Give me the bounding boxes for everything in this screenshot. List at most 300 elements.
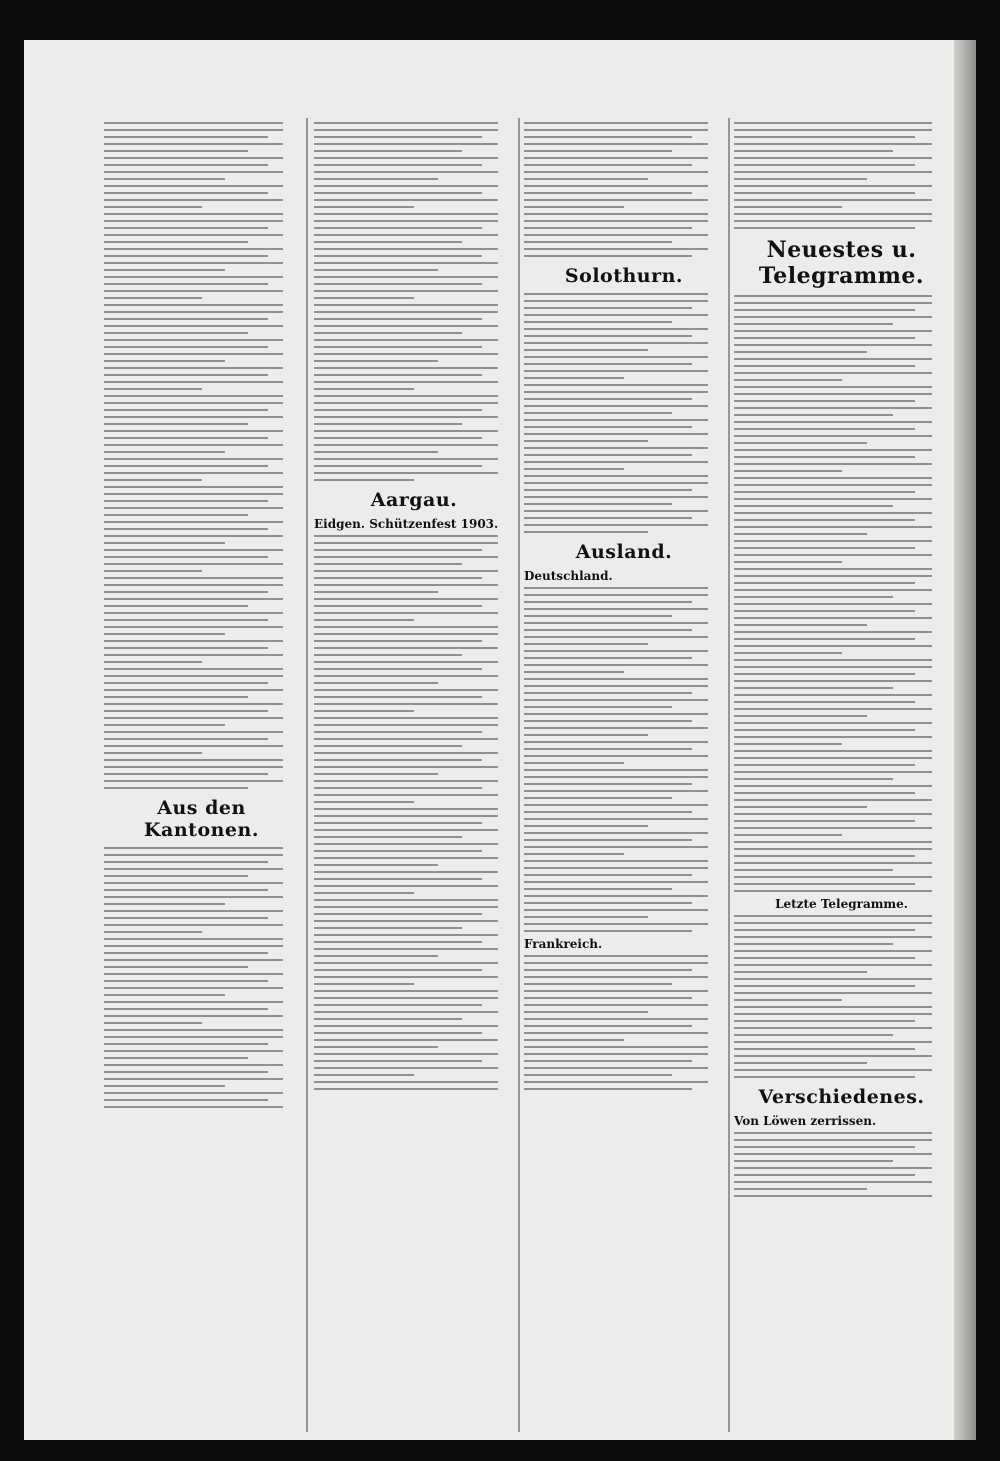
text-line — [524, 199, 708, 201]
text-line — [314, 906, 498, 908]
text-line — [524, 1088, 692, 1090]
text-line — [734, 799, 932, 801]
text-line — [734, 729, 915, 731]
text-line — [734, 708, 932, 710]
text-line — [104, 213, 283, 215]
text-line — [734, 554, 932, 556]
text-line — [524, 405, 708, 407]
text-line — [734, 561, 842, 563]
text-line — [734, 743, 842, 745]
text-line — [104, 346, 268, 348]
text-line — [524, 433, 708, 435]
text-line — [524, 615, 672, 617]
text-line — [104, 451, 225, 453]
text-line — [524, 510, 708, 512]
text-line — [524, 895, 708, 897]
text-line — [524, 846, 708, 848]
text-line — [524, 587, 708, 589]
text-line — [104, 1057, 248, 1059]
text-line — [104, 444, 283, 446]
text-line — [104, 332, 248, 334]
text-line — [104, 465, 268, 467]
text-line — [734, 547, 915, 549]
text-line — [104, 668, 283, 670]
text-line — [734, 498, 932, 500]
text-line — [314, 752, 498, 754]
text-line — [734, 792, 915, 794]
text-line — [104, 556, 268, 558]
text-line — [524, 391, 708, 393]
text-line — [524, 307, 692, 309]
text-line — [734, 1034, 893, 1036]
column-3-body-text-mid — [524, 293, 724, 533]
text-line — [734, 1069, 932, 1071]
text-line — [104, 178, 225, 180]
text-line — [734, 164, 915, 166]
text-line — [734, 136, 915, 138]
text-line — [524, 867, 708, 869]
text-line — [734, 519, 915, 521]
text-line — [734, 1174, 915, 1176]
text-line — [104, 409, 268, 411]
text-line — [104, 661, 202, 663]
text-line — [734, 337, 915, 339]
text-line — [104, 157, 283, 159]
column-rule — [306, 118, 308, 1432]
text-line — [524, 524, 708, 526]
text-line — [734, 978, 932, 980]
text-line — [104, 605, 248, 607]
text-line — [104, 647, 268, 649]
text-line — [524, 755, 708, 757]
text-line — [734, 568, 932, 570]
text-line — [104, 206, 202, 208]
text-line — [314, 780, 498, 782]
text-line — [314, 269, 438, 271]
text-line — [104, 759, 283, 761]
text-line — [314, 654, 462, 656]
text-line — [314, 766, 498, 768]
text-line — [734, 1041, 932, 1043]
text-line — [314, 437, 482, 439]
text-line — [734, 421, 932, 423]
text-line — [314, 738, 498, 740]
text-line — [734, 645, 932, 647]
text-line — [734, 1181, 932, 1183]
text-line — [524, 874, 692, 876]
text-line — [104, 1099, 268, 1101]
text-line — [104, 766, 283, 768]
text-line — [314, 423, 462, 425]
text-line — [314, 276, 498, 278]
text-line — [314, 878, 482, 880]
text-line — [314, 332, 462, 334]
text-line — [524, 349, 648, 351]
text-line — [734, 295, 932, 297]
text-line — [524, 657, 692, 659]
text-line — [524, 328, 708, 330]
text-line — [314, 451, 438, 453]
text-line — [524, 699, 708, 701]
text-line — [524, 1025, 692, 1027]
newspaper-page — [24, 40, 976, 1440]
text-line — [314, 549, 482, 551]
text-line — [104, 861, 268, 863]
text-line — [314, 185, 498, 187]
text-line — [524, 489, 692, 491]
text-line — [104, 1022, 202, 1024]
text-line — [524, 1039, 624, 1041]
text-line — [314, 136, 482, 138]
text-line — [104, 143, 283, 145]
column-1 — [104, 118, 299, 1432]
text-line — [314, 584, 498, 586]
text-line — [314, 290, 498, 292]
text-line — [104, 945, 283, 947]
text-line — [734, 701, 915, 703]
text-line — [524, 496, 708, 498]
text-line — [524, 234, 708, 236]
text-line — [734, 414, 893, 416]
text-line — [524, 426, 692, 428]
text-line — [314, 1060, 482, 1062]
text-line — [104, 703, 283, 705]
text-line — [734, 484, 932, 486]
text-line — [104, 696, 248, 698]
text-line — [524, 643, 648, 645]
text-line — [734, 589, 932, 591]
text-line — [734, 834, 842, 836]
text-line — [104, 192, 268, 194]
text-line — [734, 855, 915, 857]
text-line — [524, 727, 708, 729]
text-line — [314, 619, 414, 621]
text-line — [104, 889, 268, 891]
text-line — [104, 381, 283, 383]
text-line — [104, 199, 283, 201]
text-line — [734, 1013, 932, 1015]
text-line — [314, 1074, 414, 1076]
text-line — [524, 363, 692, 365]
text-line — [734, 985, 915, 987]
text-line — [524, 713, 708, 715]
text-line — [524, 482, 708, 484]
text-line — [104, 514, 248, 516]
text-line — [524, 517, 692, 519]
text-line — [524, 213, 708, 215]
text-line — [104, 731, 283, 733]
text-line — [104, 1050, 283, 1052]
text-line — [524, 741, 708, 743]
text-line — [104, 283, 268, 285]
text-line — [104, 269, 225, 271]
text-line — [734, 1062, 867, 1064]
text-line — [524, 990, 708, 992]
text-line — [734, 505, 893, 507]
text-line — [314, 626, 498, 628]
text-line — [524, 818, 708, 820]
text-line — [104, 633, 225, 635]
text-line — [734, 185, 932, 187]
text-line — [524, 122, 708, 124]
text-line — [314, 913, 482, 915]
text-line — [734, 785, 932, 787]
text-line — [734, 386, 932, 388]
text-line — [524, 916, 648, 918]
text-line — [734, 820, 915, 822]
text-line — [524, 1046, 708, 1048]
text-line — [314, 759, 482, 761]
text-line — [734, 316, 932, 318]
text-line — [104, 973, 283, 975]
text-line — [524, 178, 648, 180]
text-line — [104, 682, 268, 684]
text-line — [104, 479, 202, 481]
text-line — [524, 678, 708, 680]
text-line — [524, 454, 692, 456]
text-line — [104, 136, 268, 138]
text-line — [104, 430, 283, 432]
text-line — [314, 682, 438, 684]
text-line — [734, 1055, 932, 1057]
text-line — [734, 344, 932, 346]
column-3-body-text-end — [524, 955, 724, 1090]
text-line — [524, 664, 708, 666]
text-line — [524, 671, 624, 673]
column-2-body-text-lower — [314, 535, 514, 1090]
text-line — [524, 192, 692, 194]
text-line — [524, 461, 708, 463]
text-line — [524, 734, 648, 736]
text-line — [734, 463, 932, 465]
text-line — [314, 381, 498, 383]
text-line — [734, 638, 915, 640]
text-line — [734, 477, 932, 479]
text-line — [314, 430, 498, 432]
text-line — [314, 577, 482, 579]
text-line — [524, 136, 692, 138]
text-line — [314, 465, 482, 467]
text-line — [734, 379, 842, 381]
text-line — [314, 787, 482, 789]
text-line — [104, 325, 283, 327]
text-line — [314, 563, 462, 565]
text-line — [524, 1053, 708, 1055]
text-line — [734, 456, 915, 458]
text-line — [314, 717, 498, 719]
text-line — [524, 720, 692, 722]
text-line — [104, 1071, 268, 1073]
text-line — [734, 122, 932, 124]
text-line — [104, 959, 283, 961]
text-line — [734, 1048, 915, 1050]
text-line — [104, 423, 248, 425]
text-line — [734, 750, 932, 752]
text-line — [104, 689, 283, 691]
text-line — [314, 178, 438, 180]
text-line — [314, 857, 498, 859]
text-line — [104, 521, 283, 523]
text-line — [314, 346, 482, 348]
text-line — [314, 297, 414, 299]
text-line — [104, 1106, 283, 1108]
text-line — [524, 248, 708, 250]
text-line — [734, 213, 932, 215]
text-line — [314, 612, 498, 614]
text-line — [104, 528, 268, 530]
text-line — [314, 815, 498, 817]
text-line — [104, 563, 283, 565]
text-line — [524, 293, 708, 295]
text-line — [314, 983, 414, 985]
text-line — [314, 122, 498, 124]
text-line — [314, 668, 482, 670]
text-line — [524, 398, 692, 400]
text-line — [524, 811, 692, 813]
text-line — [104, 987, 283, 989]
text-line — [104, 1092, 283, 1094]
text-line — [104, 458, 283, 460]
text-line — [524, 1060, 692, 1062]
text-line — [104, 875, 248, 877]
text-line — [734, 150, 893, 152]
text-line — [104, 780, 283, 782]
text-line — [524, 377, 624, 379]
text-line — [734, 610, 915, 612]
text-line — [314, 1004, 482, 1006]
text-line — [314, 318, 482, 320]
text-line — [104, 297, 202, 299]
text-line — [314, 213, 498, 215]
text-line — [734, 540, 932, 542]
text-line — [524, 321, 672, 323]
text-line — [734, 922, 932, 924]
text-line — [314, 864, 438, 866]
text-line — [734, 771, 932, 773]
subhead-frankreich: Frankreich. — [524, 937, 603, 951]
text-line — [314, 1018, 462, 1020]
text-line — [104, 507, 283, 509]
heading-neuestes-telegramme: Neuestes u. Telegramme. — [758, 237, 925, 289]
text-line — [104, 227, 268, 229]
text-line — [104, 598, 283, 600]
text-line — [524, 797, 672, 799]
text-line — [104, 374, 268, 376]
text-line — [314, 171, 498, 173]
text-line — [104, 717, 283, 719]
text-line — [104, 185, 283, 187]
text-line — [104, 917, 268, 919]
text-line — [524, 447, 708, 449]
text-line — [314, 1081, 498, 1083]
text-line — [734, 1132, 932, 1134]
text-line — [314, 955, 438, 957]
text-line — [524, 171, 708, 173]
text-line — [524, 783, 692, 785]
text-line — [734, 220, 932, 222]
text-line — [524, 748, 692, 750]
text-line — [314, 990, 498, 992]
text-line — [314, 885, 498, 887]
text-line — [314, 444, 498, 446]
text-line — [734, 1006, 932, 1008]
text-line — [104, 220, 283, 222]
text-line — [734, 1188, 867, 1190]
text-line — [314, 801, 414, 803]
text-line — [314, 472, 498, 474]
text-line — [314, 962, 498, 964]
text-line — [104, 1008, 268, 1010]
text-line — [734, 694, 932, 696]
subhead-eidgen-schuetzenfest: Eidgen. Schützenfest 1903. — [314, 517, 499, 531]
text-line — [314, 150, 462, 152]
text-line — [314, 773, 438, 775]
text-line — [104, 1036, 283, 1038]
text-line — [734, 1020, 915, 1022]
text-line — [314, 227, 482, 229]
text-line — [104, 416, 283, 418]
text-line — [734, 428, 915, 430]
text-line — [314, 143, 498, 145]
text-line — [734, 715, 867, 717]
text-line — [314, 647, 498, 649]
text-line — [314, 262, 498, 264]
text-line — [314, 255, 482, 257]
text-line — [734, 757, 932, 759]
text-line — [734, 435, 932, 437]
text-line — [734, 603, 932, 605]
text-line — [104, 1029, 283, 1031]
text-line — [314, 360, 438, 362]
text-line — [314, 206, 414, 208]
text-line — [524, 832, 708, 834]
text-line — [734, 631, 932, 633]
text-line — [524, 384, 708, 386]
text-line — [734, 876, 932, 878]
column-1-body-text-lower — [104, 847, 299, 1108]
text-line — [524, 622, 708, 624]
text-line — [314, 675, 498, 677]
text-line — [734, 827, 932, 829]
text-line — [104, 353, 283, 355]
text-line — [524, 923, 708, 925]
text-line — [314, 1053, 498, 1055]
text-line — [104, 367, 283, 369]
text-line — [314, 325, 498, 327]
text-line — [524, 157, 708, 159]
text-line — [524, 206, 624, 208]
text-line — [104, 276, 283, 278]
text-line — [734, 157, 932, 159]
text-line — [314, 311, 498, 313]
text-line — [104, 472, 283, 474]
text-line — [104, 150, 248, 152]
text-line — [314, 395, 498, 397]
text-line — [734, 929, 915, 931]
text-line — [524, 790, 708, 792]
text-line — [104, 570, 202, 572]
text-line — [104, 549, 283, 551]
text-line — [734, 736, 932, 738]
text-line — [524, 636, 708, 638]
text-line — [734, 533, 867, 535]
text-line — [524, 909, 708, 911]
text-line — [524, 608, 708, 610]
text-line — [734, 869, 893, 871]
text-line — [104, 1015, 283, 1017]
text-line — [734, 407, 932, 409]
text-line — [104, 724, 225, 726]
